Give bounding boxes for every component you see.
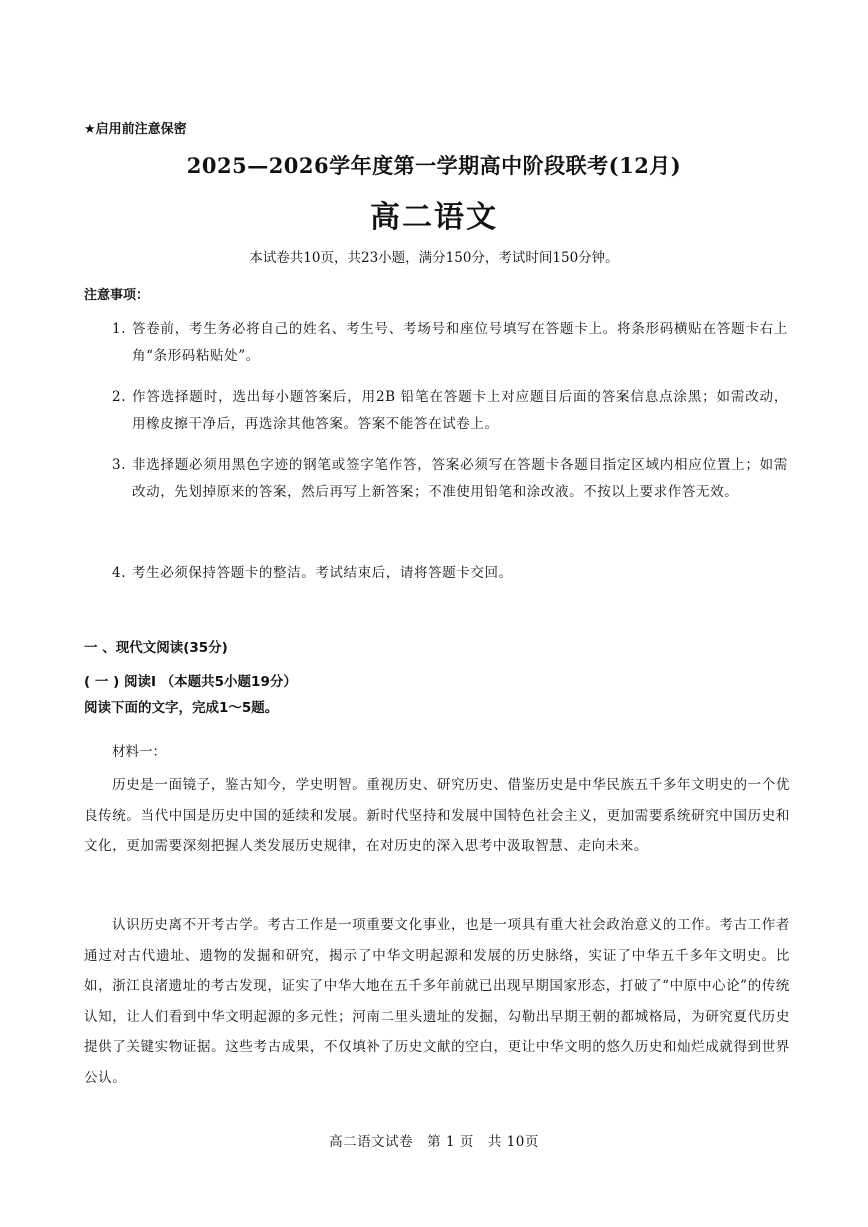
subject-title: 高二语文 (370, 200, 498, 235)
notice-item-number: 2. (112, 389, 127, 405)
notice-item-number: 4. (112, 565, 127, 581)
notice-item (112, 452, 788, 506)
body-paragraph: 认识历史离不开考古学。考古工作是一项重要文化事业，也是一项具有重大社会政治意义的工作。考古工作者通过对古代遗址、遗物的发掘和研究，揭示了中华文明起源和发展的历史脉络，实证了中华五千多年文明史。比如，浙江良渚遗址的考古发现，证实了中华大地在五千多年前就已出现早期国家形态，打破了“中原中心论”的传统认知，让人们看到中华文明起源的多元性；河南二里头遗址的发掘，勾勒出早期王朝的都城格局，为研究夏代历史提供了关键实物证据。这些考古成果，不仅填补了历史文献的空白，更让中华文明的悠久历史和灿烂成就得到世界公认。 (84, 917, 790, 1086)
notice-item-number: 3. (112, 457, 127, 473)
notice-item-text: 非选择题必须用黑色字迹的钢笔或签字笔作答，答案必须写在答题卡各题目指定区域内相应位置上；如需改动，先划掉原来的答案，然后再写上新答案；不准使用铅笔和涂改液。不按以上要求作答无效。 (132, 457, 788, 500)
notice-item-text: 作答选择题时，选出每小题答案后，用2B 铅笔在答题卡上对应题目后面的答案信息点涂黑；如需改动，用橡皮擦干净后，再选涂其他答案。答案不能答在试卷上。 (132, 389, 788, 432)
body-paragraph: 历史是一面镜子，鉴古知今，学史明智。重视历史、研究历史、借鉴历史是中华民族五千多年文明史的一个优良传统。当代中国是历史中国的延续和发展。新时代坚持和发展中国特色社会主义，更加需要系统研究中国历史和文化，更加需要深刻把握人类发展历史规律，在对历史的深入思考中汲取智慧、走向未来。 (84, 777, 790, 854)
exam-info: 本试卷共10页，共23小题，满分150分，考试时间150分钟。 (249, 250, 619, 266)
confidential-label: ★启用前注意保密 (84, 122, 187, 137)
sub-section-heading: ( 一 ) 阅读Ⅰ （本题共5小题19分） (84, 674, 297, 690)
notice-item (112, 560, 788, 587)
notice-item-text: 答卷前，考生务必将自己的姓名、考生号、考场号和座位号填写在答题卡上。将条形码横贴在答题卡右上角“条形码粘贴处”。 (132, 321, 788, 364)
reading-instruction: 阅读下面的文字，完成1～5题。 (84, 700, 279, 716)
notice-item-number: 1. (112, 321, 127, 337)
material-label: 材料一： (112, 744, 166, 760)
notice-item-text: 考生必须保持答题卡的整洁。考试结束后，请将答题卡交回。 (132, 565, 513, 581)
notice-heading: 注意事项： (84, 288, 150, 303)
notice-item (112, 384, 788, 438)
page-footer: 高二语文试卷 第 1 页 共 10页 (329, 1134, 539, 1150)
notice-item (112, 316, 788, 370)
section-heading: 一 、现代文阅读(35分) (84, 640, 228, 656)
exam-title: 2025—2026学年度第一学期高中阶段联考(12月) (186, 153, 682, 178)
